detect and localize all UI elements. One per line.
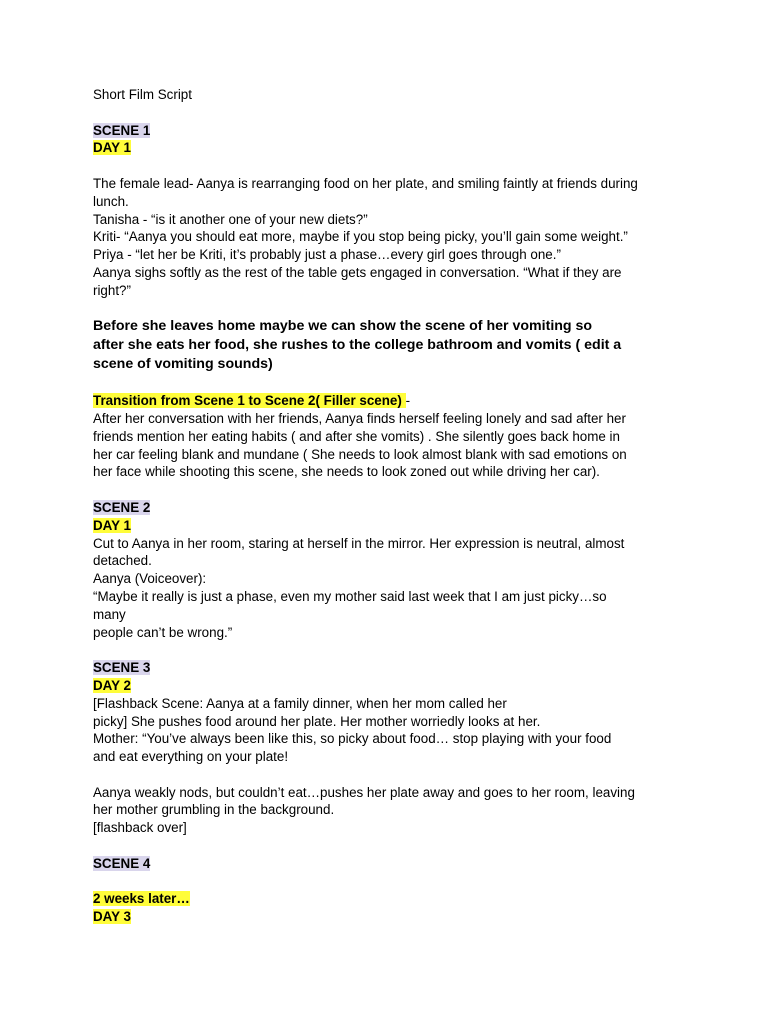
scene-1-day: DAY 1 — [93, 140, 131, 156]
transition-line: her car feeling blank and mundane ( She needs to look almost blank with sad emotions on — [93, 446, 627, 462]
scene-4-heading: SCENE 4 — [93, 855, 151, 871]
script-page — [93, 86, 683, 926]
spacer — [93, 104, 683, 122]
transition-line: her face while shooting this scene, she needs to look zoned out while driving her car). — [93, 464, 600, 480]
scene-3-line: Aanya weakly nods, but couldn’t eat…pushes her plate away and goes to her room, leaving — [93, 784, 635, 800]
document-title: Short Film Script — [93, 87, 192, 102]
scene-3-line: [flashback over] — [93, 820, 187, 836]
scene-4-time-jump: 2 weeks later… — [93, 891, 190, 907]
scene-2-line: Cut to Aanya in her room, staring at herself in the mirror. Her expression is neutral, almost — [93, 535, 625, 551]
scene-1-line: The female lead- Aanya is rearranging food on her plate, and smiling faintly at friends during — [93, 175, 638, 191]
scene-2-line: people can’t be wrong.” — [93, 624, 233, 640]
scene-3-line: picky] She pushes food around her plate. Her mother worriedly looks at her. — [93, 713, 541, 729]
scene-2-line: Aanya (Voiceover): — [93, 571, 207, 587]
scene-2-line: detached. — [93, 553, 152, 569]
scene-3-day: DAY 2 — [93, 677, 131, 693]
transition-line: After her conversation with her friends, Aanya finds herself feeling lonely and sad after her — [93, 410, 626, 426]
scene-4-day: DAY 3 — [93, 909, 131, 925]
scene-3-line: Mother: “You’ve always been like this, so picky about food… stop playing with your food — [93, 731, 612, 747]
scene-3-line: [Flashback Scene: Aanya at a family dinner, when her mom called her — [93, 695, 507, 711]
transition-dash: - — [405, 393, 411, 409]
director-note-line: after she eats her food, she rushes to the college bathroom and vomits ( edit a — [93, 337, 622, 354]
scene-1-line: Aanya sighs softly as the rest of the table gets engaged in conversation. “What if they are — [93, 264, 622, 280]
director-note-line: Before she leaves home maybe we can show the scene of her vomiting so — [93, 318, 593, 335]
scene-3-heading: SCENE 3 — [93, 660, 151, 676]
scene-2-line: many — [93, 606, 126, 622]
transition-heading: Transition from Scene 1 to Scene 2( Filler scene) — [93, 393, 406, 409]
scene-2-day: DAY 1 — [93, 517, 131, 533]
scene-3-line: and eat everything on your plate! — [93, 749, 289, 765]
scene-2-line: “Maybe it really is just a phase, even my mother said last week that I am just picky…so — [93, 588, 607, 604]
scene-1-line: Kriti- “Aanya you should eat more, maybe if you stop being picky, you’ll gain some weight.” — [93, 229, 628, 245]
transition-line: friends mention her eating habits ( and after she vomits) . She silently goes back home in — [93, 428, 620, 444]
scene-1-line: lunch. — [93, 193, 129, 209]
scene-1-line: right?” — [93, 282, 131, 298]
scene-1-heading: SCENE 1 — [93, 122, 151, 138]
scene-1-line: Priya - “let her be Kriti, it’s probably just a phase…every girl goes through one.” — [93, 247, 561, 263]
scene-2-heading: SCENE 2 — [93, 499, 151, 515]
director-note-line: scene of vomiting sounds) — [93, 356, 273, 373]
scene-3-line: her mother grumbling in the background. — [93, 802, 335, 818]
scene-1-line: Tanisha - “is it another one of your new diets?” — [93, 211, 368, 227]
